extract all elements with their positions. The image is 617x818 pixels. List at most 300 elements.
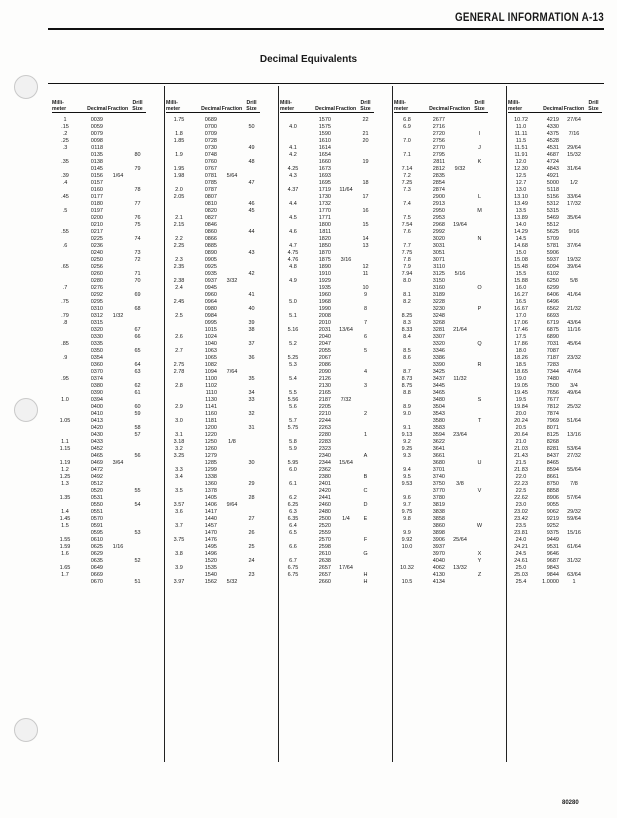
- cell-millimeter: 5.4: [289, 376, 297, 382]
- column-header-line: Milli-: [52, 99, 64, 106]
- column-header-line: Fraction: [449, 105, 471, 112]
- cell-fraction: [563, 348, 585, 355]
- cell-decimal: 5118: [547, 187, 559, 193]
- cell-decimal: 5312: [546, 201, 559, 207]
- cell-drill-size: [129, 180, 146, 187]
- cell-decimal: 3051: [432, 250, 445, 256]
- cell-decimal: 2610: [318, 551, 331, 557]
- table-row: [52, 432, 146, 439]
- cell-millimeter: [280, 579, 306, 586]
- cell-fraction: 51/64: [567, 418, 581, 424]
- cell-fraction: 21/32: [567, 306, 581, 312]
- cell-drill-size: [129, 446, 146, 453]
- table-row: [280, 243, 374, 250]
- table-row: [394, 572, 488, 579]
- cell-millimeter: [166, 544, 192, 551]
- cell-decimal: 0709: [204, 131, 217, 137]
- cell-drill-size: [129, 285, 146, 292]
- cell-drill-size: [585, 348, 602, 355]
- cell-decimal: 0354: [90, 355, 103, 361]
- cell-decimal: 0280: [90, 278, 103, 284]
- table-row: [52, 355, 146, 362]
- cell-drill-size: [357, 355, 374, 362]
- cell-fraction: 13/64: [339, 327, 353, 333]
- cell-drill-size: [357, 341, 374, 348]
- cell-millimeter: [166, 180, 192, 187]
- cell-fraction: [335, 509, 357, 516]
- cell-fraction: [107, 348, 129, 355]
- table-row: [52, 264, 146, 271]
- cell-decimal: 3680: [432, 460, 445, 466]
- cell-decimal: 0689: [204, 117, 217, 123]
- cell-fraction: [107, 327, 129, 334]
- cell-millimeter: 19.84: [514, 404, 528, 410]
- cell-millimeter: [52, 222, 78, 229]
- binder-hole-middle: [14, 398, 38, 422]
- cell-decimal: 1910: [318, 271, 331, 277]
- cell-millimeter: 17.06: [514, 320, 528, 326]
- cell-fraction: [563, 250, 585, 257]
- table-row: [280, 306, 374, 313]
- cell-decimal: 0430: [90, 432, 103, 438]
- cell-millimeter: .45: [61, 194, 69, 200]
- table-row: [394, 481, 488, 488]
- cell-millimeter: 9.92: [401, 537, 413, 543]
- cell-fraction: 63/64: [567, 572, 581, 578]
- cell-decimal: 0135: [90, 152, 103, 158]
- cell-fraction: [107, 145, 129, 152]
- cell-decimal: 2362: [318, 467, 331, 473]
- cell-drill-size: [471, 390, 488, 397]
- panel-divider-line: [278, 86, 279, 762]
- table-row: [508, 131, 602, 138]
- cell-decimal: 2380: [318, 474, 331, 480]
- column-header-drill-size: [357, 86, 374, 112]
- cell-decimal: 0767: [204, 166, 217, 172]
- table-row: [52, 194, 146, 201]
- cell-decimal: 1570: [318, 117, 331, 123]
- cell-decimal: 0236: [90, 243, 103, 249]
- cell-decimal: 0335: [90, 341, 103, 347]
- table-row: [508, 278, 602, 285]
- cell-drill-size: [357, 404, 374, 411]
- cell-drill-size: 63: [134, 369, 141, 375]
- cell-decimal: 3445: [432, 383, 445, 389]
- table-row: [280, 432, 374, 439]
- cell-millimeter: 4.25: [287, 166, 299, 172]
- cell-drill-size: [585, 362, 602, 369]
- cell-decimal: 1417: [204, 509, 217, 515]
- table-row: [52, 383, 146, 390]
- cell-millimeter: 7.6: [403, 229, 411, 235]
- cell-millimeter: 15.0: [515, 250, 527, 256]
- cell-fraction: [221, 474, 243, 481]
- cell-fraction: [563, 236, 585, 243]
- cell-fraction: 31/32: [567, 558, 581, 564]
- cell-decimal: 5781: [546, 243, 559, 249]
- cell-fraction: 9/32: [454, 166, 466, 172]
- cell-millimeter: 11.11: [514, 131, 528, 137]
- cell-millimeter: [394, 488, 420, 495]
- cell-decimal: 0960: [204, 292, 217, 298]
- cell-millimeter: [394, 558, 420, 565]
- cell-fraction: [563, 502, 585, 509]
- cell-fraction: [335, 467, 357, 474]
- cell-millimeter: 23.02: [514, 509, 528, 515]
- cell-millimeter: 4.75: [287, 250, 299, 256]
- cell-fraction: [335, 362, 357, 369]
- cell-drill-size: [357, 460, 374, 467]
- cell-fraction: [449, 313, 471, 320]
- table-row: [508, 537, 602, 544]
- cell-drill-size: [243, 565, 260, 572]
- cell-decimal: 5937: [546, 257, 559, 263]
- cell-millimeter: 4.3: [289, 173, 297, 179]
- table-row: [166, 180, 260, 187]
- cell-millimeter: [280, 271, 306, 278]
- table-row: [52, 348, 146, 355]
- table-row: [280, 474, 374, 481]
- cell-millimeter: [52, 348, 78, 355]
- column-header-millimeter: [508, 86, 534, 112]
- cell-millimeter: [280, 194, 306, 201]
- table-row: [394, 187, 488, 194]
- cell-millimeter: 8.73: [401, 376, 413, 382]
- table-row: [166, 278, 260, 285]
- cell-millimeter: .65: [61, 264, 69, 270]
- cell-millimeter: [394, 572, 420, 579]
- column-header-millimeter: [52, 86, 78, 112]
- cell-decimal: 7874: [546, 411, 559, 417]
- cell-fraction: [221, 131, 243, 138]
- table-row: [52, 229, 146, 236]
- cell-drill-size: [243, 439, 260, 446]
- table-row: [166, 383, 260, 390]
- cell-millimeter: [166, 516, 192, 523]
- cell-millimeter: 4.9: [289, 278, 297, 284]
- cell-drill-size: Q: [477, 341, 482, 347]
- cell-fraction: [449, 306, 471, 313]
- table-row: [166, 152, 260, 159]
- cell-fraction: [221, 565, 243, 572]
- table-row: [280, 418, 374, 425]
- cell-millimeter: [280, 138, 306, 145]
- cell-fraction: 9/16: [568, 229, 580, 235]
- cell-fraction: [221, 376, 243, 383]
- table-row: [280, 124, 374, 131]
- cell-fraction: [449, 404, 471, 411]
- cell-drill-size: [243, 467, 260, 474]
- cell-fraction: [335, 229, 357, 236]
- cell-decimal: 0200: [90, 215, 103, 221]
- column-header-line: meter: [394, 105, 409, 112]
- table-row: [166, 145, 260, 152]
- cell-decimal: 0760: [204, 159, 217, 165]
- cell-fraction: 3/32: [226, 278, 238, 284]
- cell-fraction: [335, 138, 357, 145]
- cell-fraction: [221, 537, 243, 544]
- cell-millimeter: 12.5: [515, 173, 527, 179]
- cell-decimal: 0145: [90, 166, 103, 172]
- cell-decimal: 3937: [432, 544, 445, 550]
- cell-millimeter: 6.4: [289, 523, 297, 529]
- cell-drill-size: [585, 159, 602, 166]
- cell-millimeter: .15: [61, 124, 69, 130]
- column-header-decimal: [78, 86, 107, 112]
- table-row: [394, 404, 488, 411]
- cell-decimal: 2067: [318, 355, 331, 361]
- cell-drill-size: [471, 446, 488, 453]
- cell-drill-size: 72: [134, 257, 141, 263]
- cell-decimal: 0669: [90, 572, 103, 578]
- column-header-decimal: [420, 86, 449, 112]
- cell-millimeter: 8.25: [401, 313, 413, 319]
- cell-drill-size: 75: [134, 222, 141, 228]
- cell-decimal: 1250: [204, 439, 217, 445]
- cell-decimal: 1496: [204, 551, 217, 557]
- cell-decimal: 2090: [318, 369, 331, 375]
- cell-drill-size: [585, 530, 602, 537]
- cell-decimal: 2055: [318, 348, 331, 354]
- cell-fraction: [563, 411, 585, 418]
- cell-millimeter: [166, 355, 192, 362]
- cell-millimeter: 2.4: [175, 285, 183, 291]
- cell-drill-size: [129, 313, 146, 320]
- cell-drill-size: 16: [362, 208, 369, 214]
- column-header-line: Drill: [132, 99, 143, 106]
- cell-decimal: 5906: [546, 250, 559, 256]
- cell-decimal: 2720: [432, 131, 445, 137]
- cell-decimal: 2031: [318, 327, 331, 333]
- cell-millimeter: .4: [62, 180, 68, 186]
- cell-drill-size: 74: [134, 236, 141, 242]
- cell-drill-size: [585, 341, 602, 348]
- cell-fraction: [449, 285, 471, 292]
- column-header-line: Milli-: [166, 99, 178, 106]
- cell-millimeter: [280, 551, 306, 558]
- table-row: [280, 208, 374, 215]
- table-row: [394, 341, 488, 348]
- cell-millimeter: 9.75: [401, 509, 413, 515]
- table-row: [394, 523, 488, 530]
- cell-fraction: [107, 509, 129, 516]
- cell-decimal: 1575: [318, 124, 331, 130]
- table-row: [166, 453, 260, 460]
- cell-decimal: 0551: [90, 509, 103, 515]
- cell-fraction: 19/32: [567, 257, 581, 263]
- cell-millimeter: 7.1: [403, 152, 411, 158]
- cell-fraction: [335, 502, 357, 509]
- cell-fraction: [449, 397, 471, 404]
- cell-millimeter: 2.45: [173, 299, 185, 305]
- cell-decimal: 8594: [546, 467, 559, 473]
- cell-fraction: [335, 341, 357, 348]
- cell-millimeter: [280, 131, 306, 138]
- cell-millimeter: 8.9: [403, 404, 411, 410]
- cell-fraction: [449, 299, 471, 306]
- column-header-line: Fraction: [221, 105, 243, 112]
- cell-fraction: 59/64: [567, 516, 581, 522]
- table-row: [280, 173, 374, 180]
- cell-drill-size: [243, 131, 260, 138]
- cell-drill-size: [357, 390, 374, 397]
- cell-drill-size: [585, 117, 602, 124]
- cell-fraction: 25/64: [453, 537, 467, 543]
- cell-millimeter: [394, 159, 420, 166]
- cell-drill-size: [129, 397, 146, 404]
- cell-millimeter: 1.8: [175, 131, 183, 137]
- cell-decimal: 0156: [90, 173, 103, 179]
- cell-fraction: [335, 355, 357, 362]
- cell-millimeter: 10.32: [400, 565, 414, 571]
- table-row: [394, 208, 488, 215]
- cell-millimeter: 6.0: [289, 467, 297, 473]
- cell-millimeter: 8.1: [403, 292, 411, 298]
- cell-fraction: [449, 243, 471, 250]
- cell-decimal: 0945: [204, 285, 217, 291]
- cell-drill-size: [129, 138, 146, 145]
- table-row: [508, 180, 602, 187]
- cell-decimal: 2086: [318, 362, 331, 368]
- cell-drill-size: 60: [134, 404, 141, 410]
- cell-drill-size: [357, 313, 374, 320]
- table-row: [280, 194, 374, 201]
- cell-decimal: 8125: [546, 432, 559, 438]
- cell-decimal: 0820: [204, 208, 217, 214]
- cell-drill-size: 37: [248, 341, 255, 347]
- cell-millimeter: 15.08: [514, 257, 528, 263]
- table-row: [166, 348, 260, 355]
- cell-decimal: 9219: [546, 516, 559, 522]
- table-row: [508, 488, 602, 495]
- table-row: [166, 502, 260, 509]
- cell-drill-size: 70: [134, 278, 141, 284]
- cell-decimal: 3346: [432, 348, 445, 354]
- cell-millimeter: [280, 474, 306, 481]
- cell-drill-size: [471, 439, 488, 446]
- cell-decimal: 1378: [204, 488, 217, 494]
- table-row: [166, 124, 260, 131]
- cell-decimal: 9062: [546, 509, 559, 515]
- cell-fraction: 33/64: [567, 194, 581, 200]
- cell-drill-size: [471, 250, 488, 257]
- cell-fraction: [107, 404, 129, 411]
- table-row: [394, 530, 488, 537]
- cell-millimeter: .7: [62, 285, 68, 291]
- cell-fraction: 1: [572, 579, 576, 585]
- cell-fraction: [449, 551, 471, 558]
- cell-drill-size: [585, 292, 602, 299]
- cell-decimal: 1102: [205, 383, 217, 389]
- cell-millimeter: 6.2: [289, 495, 297, 501]
- table-row: [166, 418, 260, 425]
- cell-fraction: [449, 215, 471, 222]
- cell-fraction: [221, 418, 243, 425]
- cell-millimeter: 2.9: [175, 404, 183, 410]
- cell-fraction: [335, 201, 357, 208]
- cell-fraction: [107, 558, 129, 565]
- cell-decimal: 3230: [432, 306, 445, 312]
- cell-millimeter: [52, 187, 78, 194]
- cell-decimal: 0781: [204, 173, 217, 179]
- cell-drill-size: [471, 565, 488, 572]
- cell-millimeter: 9.4: [403, 467, 411, 473]
- cell-drill-size: [129, 537, 146, 544]
- cell-fraction: [335, 117, 357, 124]
- cell-millimeter: 5.3: [289, 362, 297, 368]
- cell-fraction: 11/64: [339, 187, 353, 193]
- cell-decimal: 7087: [546, 348, 559, 354]
- cell-fraction: [107, 495, 129, 502]
- table-row: [52, 271, 146, 278]
- cell-drill-size: 42: [248, 271, 255, 277]
- cell-fraction: [221, 208, 243, 215]
- table-panel: [52, 86, 146, 586]
- cell-decimal: 0610: [90, 537, 103, 543]
- table-row: [280, 117, 374, 124]
- table-row: [280, 131, 374, 138]
- cell-fraction: [449, 180, 471, 187]
- cell-millimeter: 16.27: [514, 292, 528, 298]
- table-row: [166, 467, 260, 474]
- cell-fraction: [449, 257, 471, 264]
- cell-drill-size: [357, 495, 374, 502]
- cell-decimal: 3504: [432, 404, 445, 410]
- cell-decimal: 0570: [90, 516, 103, 522]
- cell-fraction: [449, 544, 471, 551]
- cell-millimeter: [166, 397, 192, 404]
- table-row: [394, 215, 488, 222]
- cell-drill-size: [471, 292, 488, 299]
- cell-millimeter: [52, 327, 78, 334]
- cell-millimeter: 6.75: [287, 572, 299, 578]
- cell-millimeter: [166, 327, 192, 334]
- cell-decimal: 0292: [90, 292, 103, 298]
- cell-fraction: [449, 320, 471, 327]
- cell-millimeter: 1.15: [59, 446, 71, 452]
- cell-fraction: [449, 558, 471, 565]
- cell-millimeter: 22.23: [514, 481, 528, 487]
- cell-fraction: [221, 425, 243, 432]
- table-row: [52, 446, 146, 453]
- cell-drill-size: [585, 572, 602, 579]
- cell-decimal: 1130: [205, 397, 217, 403]
- cell-drill-size: 67: [134, 327, 141, 333]
- cell-decimal: 9449: [546, 537, 559, 543]
- cell-decimal: 3838: [432, 509, 445, 515]
- cell-drill-size: [585, 278, 602, 285]
- cell-millimeter: 7.7: [403, 243, 411, 249]
- cell-fraction: [335, 124, 357, 131]
- cell-decimal: 0595: [90, 530, 103, 536]
- cell-drill-size: [471, 453, 488, 460]
- cell-drill-size: 68: [134, 306, 141, 312]
- cell-fraction: [449, 390, 471, 397]
- table-row: [280, 278, 374, 285]
- cell-drill-size: 56: [134, 453, 141, 459]
- cell-millimeter: 2.7: [175, 348, 183, 354]
- cell-fraction: 31/64: [567, 166, 581, 172]
- cell-drill-size: [243, 166, 260, 173]
- table-row: [166, 194, 260, 201]
- cell-fraction: [107, 474, 129, 481]
- cell-decimal: 3480: [432, 397, 445, 403]
- cell-millimeter: 1: [63, 117, 67, 123]
- cell-millimeter: 2.25: [173, 243, 185, 249]
- panel-divider-line: [506, 86, 507, 762]
- cell-fraction: [107, 250, 129, 257]
- cell-decimal: 1457: [204, 523, 217, 529]
